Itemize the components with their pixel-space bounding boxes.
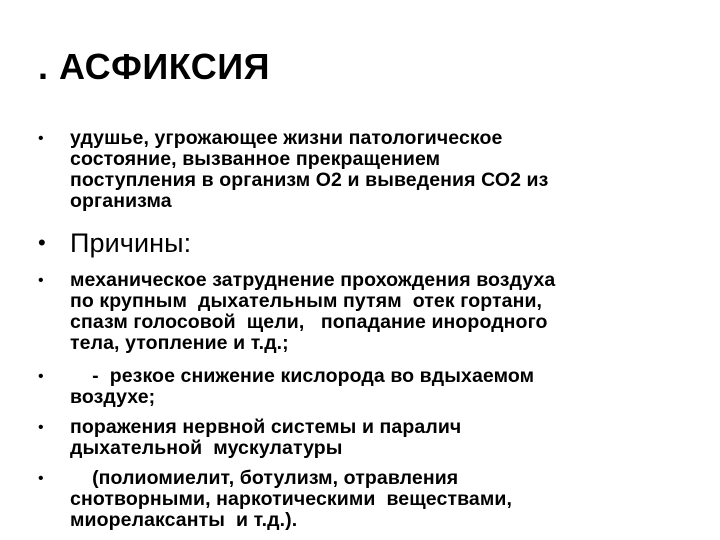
bullet-item-oxygen-drop bbox=[38, 366, 534, 408]
bullet-item-nervous-system bbox=[38, 417, 461, 459]
bullet-icon: • bbox=[38, 230, 46, 255]
bullet-item-definition bbox=[38, 128, 548, 212]
bullet-icon: • bbox=[38, 272, 44, 289]
bullet-item-examples bbox=[38, 468, 512, 531]
bullet-item-mechanical bbox=[38, 270, 555, 354]
bullet-item-causes-heading bbox=[38, 226, 191, 260]
bullet-text: (полиомиелит, ботулизм, отравления снотворными, наркотическими веществами, миорелаксанты и т.д.). bbox=[70, 467, 512, 531]
causes-heading: Причины: bbox=[70, 228, 192, 258]
bullet-text: удушье, угрожающее жизни патологическое состояние, вызванное прекращением поступления в организм О2 и выведения СО2 из организма bbox=[70, 127, 549, 212]
bullet-icon: • bbox=[38, 368, 44, 385]
slide-title: . АСФИКСИЯ bbox=[38, 46, 270, 87]
bullet-icon: • bbox=[38, 419, 44, 436]
bullet-icon: • bbox=[38, 130, 44, 147]
bullet-text: - резкое снижение кислорода во вдыхаемом воздухе; bbox=[70, 365, 535, 408]
bullet-icon: • bbox=[38, 470, 44, 487]
bullet-text: поражения нервной системы и паралич дыхательной мускулатуры bbox=[70, 416, 462, 459]
bullet-text: механическое затруднение прохождения воздуха по крупным дыхательным путям отек гортани, спазм голосовой щели, попадание инородного тела, утопление и т.д.; bbox=[70, 269, 556, 354]
